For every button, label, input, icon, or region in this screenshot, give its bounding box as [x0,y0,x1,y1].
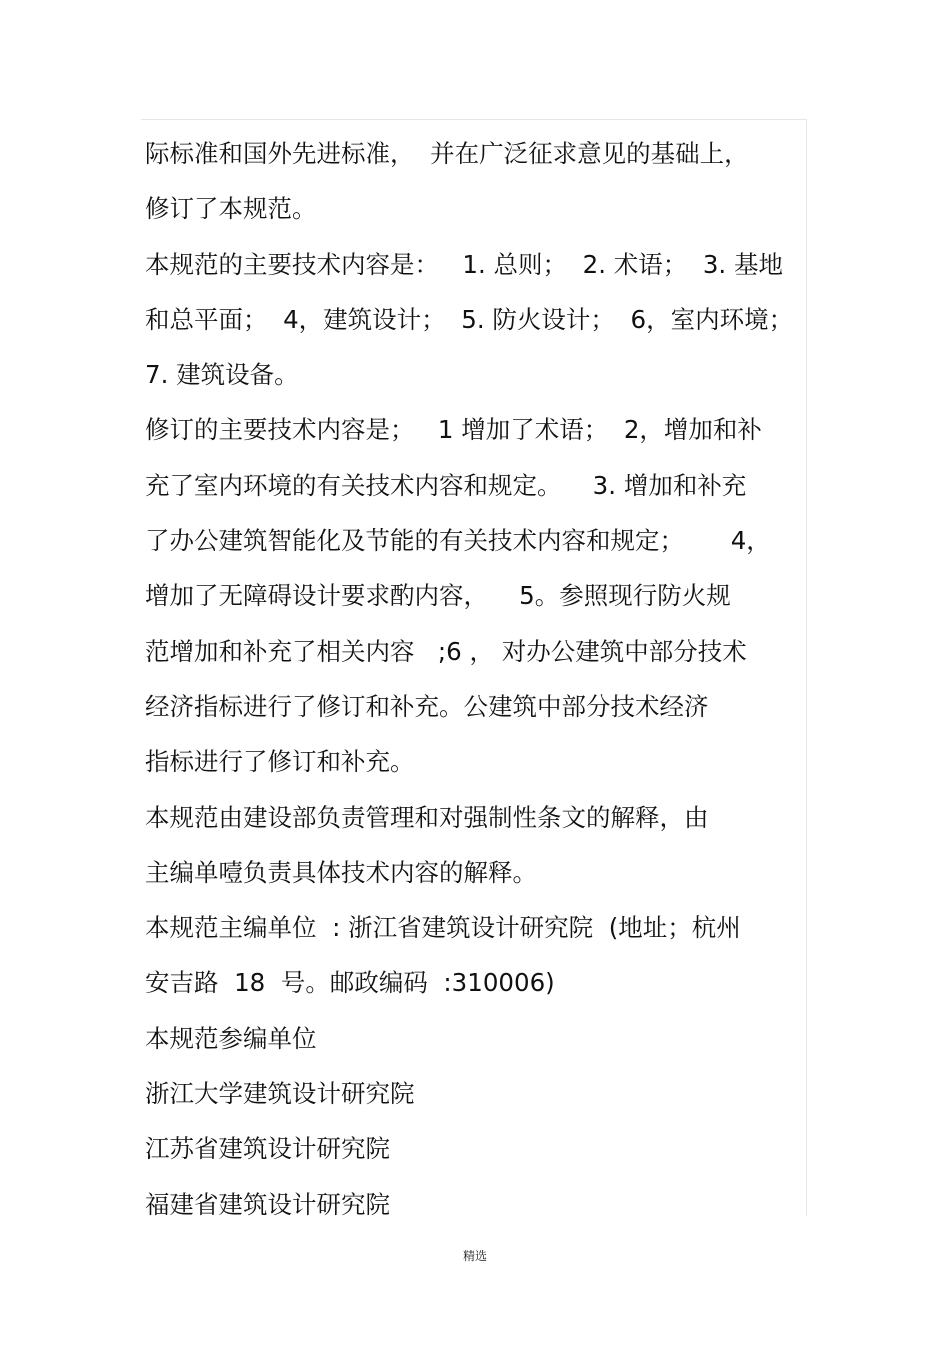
text-line: 安吉路 18 号。邮政编码 :310006) [145,968,555,998]
text-line: 本规范参编单位 [145,1023,317,1053]
text-line: 了办公建筑智能化及节能的有关技术内容和规定； 4， [145,526,771,556]
text-line: 和总平面； 4，建筑设计； 5. 防火设计； 6，室内环境； [145,304,794,334]
text-line: 本规范主编单位 : 浙江省建筑设计研究院 (地址；杭州 [145,913,741,943]
text-line: 浙江大学建筑设计研究院 [145,1079,415,1109]
text-line: 充了室内环境的有关技术内容和规定。 3. 增加和补充 [145,470,747,500]
text-line: 指标进行了修订和补充。 [145,747,415,777]
text-line: 际标准和国外先进标准， 并在广泛征求意见的基础上， [145,139,749,168]
text-line: 江苏省建筑设计研究院 [145,1134,390,1164]
text-line: 7. 建筑设备。 [145,360,299,390]
document-body [145,126,807,1232]
text-line: 经济指标进行了修订和补充。公建筑中部分技术经济 [145,691,709,721]
text-line: 范增加和补充了相关内容 ;6 ， 对办公建筑中部分技术 [145,636,747,666]
footer-label: 精选 [462,1249,487,1263]
text-line: 增加了无障碍设计要求酌内容， 5。参照现行防火规 [145,581,731,611]
text-line: 本规范由建设部负责管理和对强制性条文的解释，由 [145,802,709,832]
text-line: 修订的主要技术内容是； 1 增加了术语； 2，增加和补 [145,415,762,445]
text-line: 修订了本规范。 [145,194,317,224]
text-line: 主编单噎负责具体技术内容的解释。 [145,857,537,887]
text-line: 福建省建筑设计研究院 [145,1189,390,1219]
text-line: 本规范的主要技术内容是： 1. 总则； 2. 术语； 3. 基地 [145,249,784,279]
